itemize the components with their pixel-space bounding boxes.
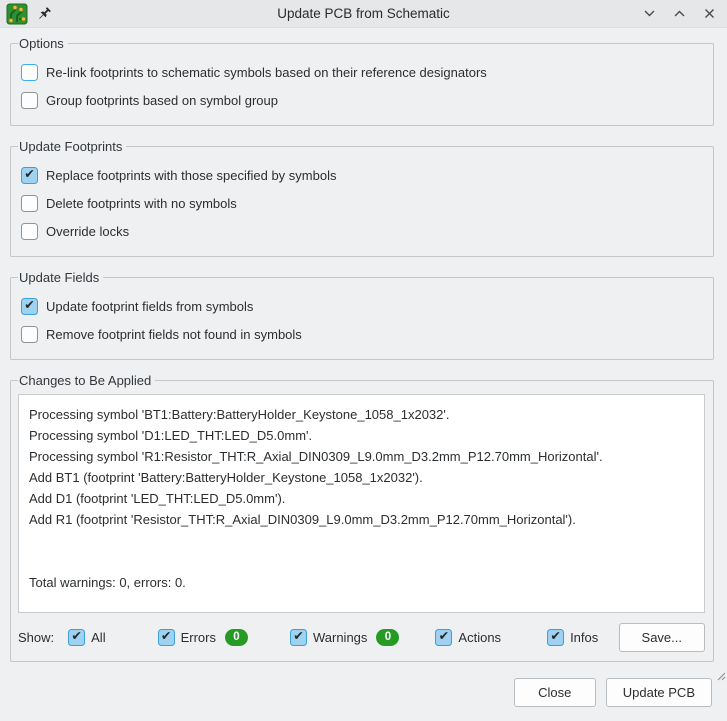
filter-warnings-checkbox[interactable] [290, 629, 307, 646]
log-line: Add BT1 (footprint 'Battery:BatteryHolder_Keystone_1058_1x2032'). [29, 470, 423, 485]
log-line: Processing symbol 'BT1:Battery:BatteryHolder_Keystone_1058_1x2032'. [29, 407, 450, 422]
filter-actions [435, 629, 501, 646]
checkbox-row-relink [21, 61, 705, 83]
log-line: Processing symbol 'R1:Resistor_THT:R_Axial_DIN0309_L9.0mm_D3.2mm_P12.70mm_Horizontal'. [29, 449, 603, 464]
update-pcb-button[interactable]: Update PCB [606, 678, 712, 707]
override-locks-label[interactable]: Override locks [46, 223, 130, 239]
filter-all [68, 629, 105, 646]
chevron-down-icon [643, 7, 656, 20]
filter-infos-checkbox[interactable] [547, 629, 564, 646]
group-footprints-checkbox[interactable] [21, 92, 38, 109]
relink-footprints-checkbox[interactable] [21, 64, 38, 81]
maximize-button[interactable] [671, 6, 687, 22]
options-group-label: Options [19, 36, 64, 51]
window-title: Update PCB from Schematic [277, 6, 450, 21]
filter-warnings [290, 629, 399, 646]
update-fields-checkbox[interactable] [21, 298, 38, 315]
chevron-up-icon [673, 7, 686, 20]
checkbox-row-remove-fields [21, 323, 705, 345]
replace-footprints-label[interactable]: Replace footprints with those specified by symbols [46, 167, 337, 183]
delete-footprints-label[interactable]: Delete footprints with no symbols [46, 195, 237, 211]
update-footprints-group-label: Update Footprints [19, 139, 123, 154]
filter-errors [158, 629, 248, 646]
remove-fields-label[interactable]: Remove footprint fields not found in symbols [46, 326, 302, 342]
log-line: Add R1 (footprint 'Resistor_THT:R_Axial_DIN0309_L9.0mm_D3.2mm_P12.70mm_Horizontal'). [29, 512, 576, 527]
close-button[interactable] [701, 6, 717, 22]
log-line [29, 551, 694, 572]
update-fields-group [10, 270, 714, 360]
checkbox-row-replace-footprints [21, 164, 705, 186]
filter-actions-label[interactable]: Actions [458, 629, 502, 645]
override-locks-checkbox[interactable] [21, 223, 38, 240]
checkbox-row-update-fields [21, 295, 705, 317]
warnings-count-badge: 0 [376, 629, 399, 646]
filter-infos-label[interactable]: Infos [570, 629, 599, 645]
remove-fields-checkbox[interactable] [21, 326, 38, 343]
filter-warnings-label[interactable]: Warnings [312, 629, 368, 645]
resize-grip[interactable] [715, 669, 726, 684]
changes-group [10, 373, 714, 662]
pcb-board-icon [6, 3, 28, 25]
filter-actions-checkbox[interactable] [435, 629, 452, 646]
changes-log[interactable] [18, 394, 705, 613]
checkbox-row-delete-footprints [21, 192, 705, 214]
show-label: Show: [18, 629, 55, 645]
pin-icon[interactable] [36, 6, 52, 22]
errors-count-badge: 0 [225, 629, 248, 646]
log-line: Add D1 (footprint 'LED_THT:LED_D5.0mm'). [29, 491, 286, 506]
group-footprints-label[interactable]: Group footprints based on symbol group [46, 92, 278, 108]
filter-infos [547, 629, 598, 646]
close-icon [703, 7, 716, 20]
filter-errors-checkbox[interactable] [158, 629, 175, 646]
log-line [29, 530, 694, 551]
dialog-content [0, 28, 727, 672]
shade-button[interactable] [641, 6, 657, 22]
show-filter-row [18, 621, 705, 653]
update-fields-group-label: Update Fields [19, 270, 100, 285]
checkbox-row-override-locks [21, 220, 705, 242]
delete-footprints-checkbox[interactable] [21, 195, 38, 212]
titlebar[interactable] [0, 0, 727, 28]
log-line: Total warnings: 0, errors: 0. [29, 575, 186, 590]
update-fields-label[interactable]: Update footprint fields from symbols [46, 298, 254, 314]
checkbox-row-group-footprints [21, 89, 705, 111]
replace-footprints-checkbox[interactable] [21, 167, 38, 184]
options-group [10, 36, 714, 126]
log-line: Processing symbol 'D1:LED_THT:LED_D5.0mm'. [29, 428, 313, 443]
close-dialog-button[interactable]: Close [514, 678, 596, 707]
relink-footprints-label[interactable]: Re-link footprints to schematic symbols based on their reference designators [46, 64, 487, 80]
filter-all-checkbox[interactable] [68, 629, 85, 646]
filter-all-label[interactable]: All [91, 629, 106, 645]
changes-group-label: Changes to Be Applied [19, 373, 152, 388]
save-button[interactable]: Save... [619, 623, 705, 652]
update-footprints-group [10, 139, 714, 257]
dialog-footer [0, 672, 727, 721]
filter-errors-label[interactable]: Errors [180, 629, 216, 645]
